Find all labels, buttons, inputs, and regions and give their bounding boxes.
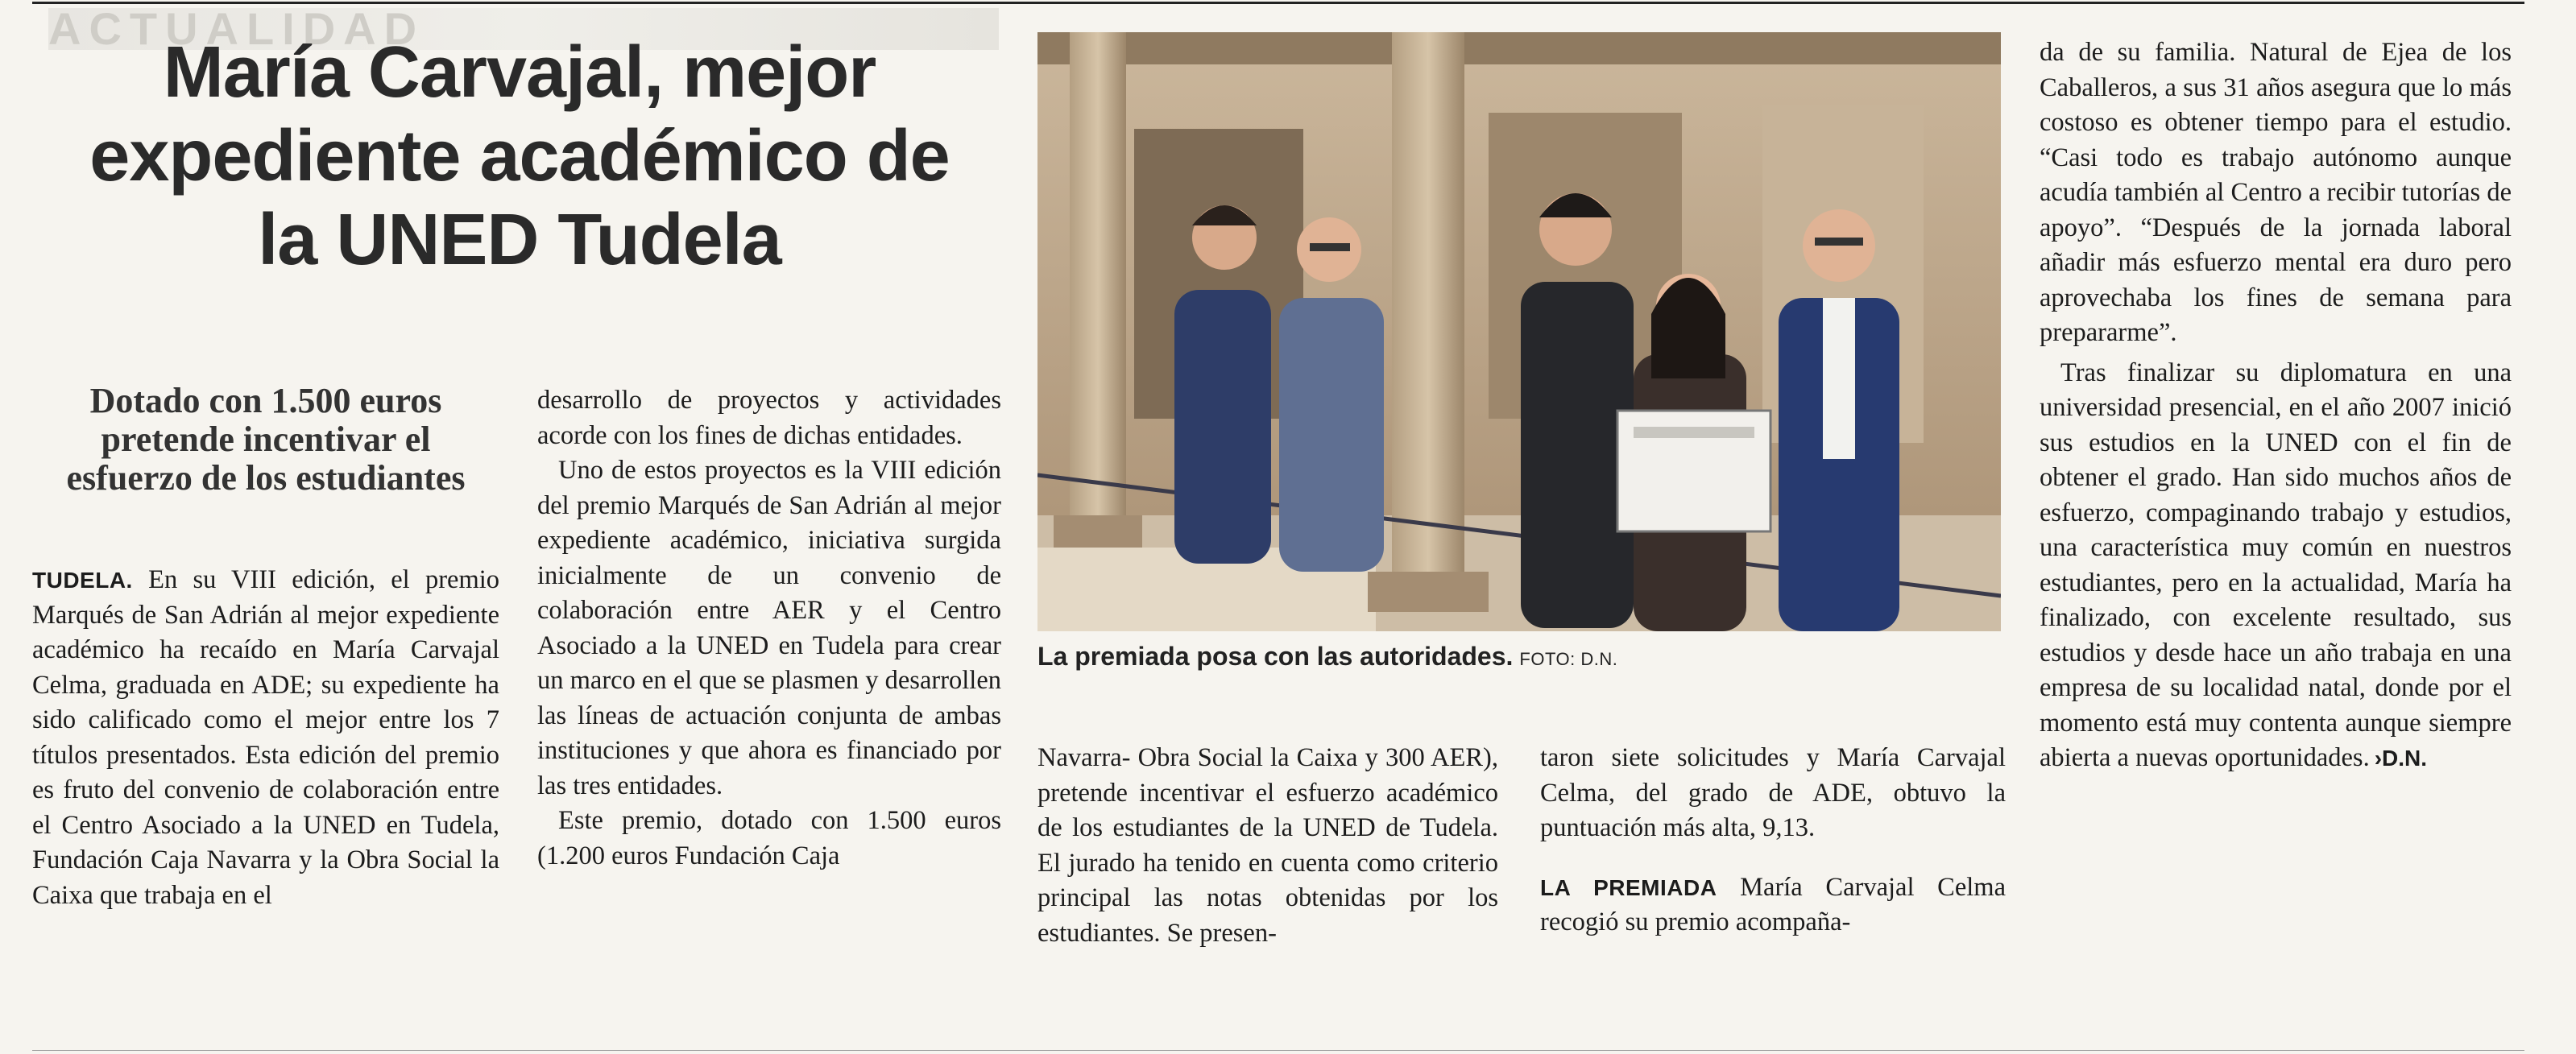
headline <box>32 31 1007 282</box>
headline-line-2: expediente académico de <box>89 116 950 196</box>
article-photo <box>1037 32 2001 631</box>
article-column-5 <box>2040 35 2512 776</box>
subhead-line-1: Dotado con 1.500 euros <box>89 381 442 420</box>
subhead-line-3: esfuerzo de los estudiantes <box>66 458 466 498</box>
author-signature: ›D.N. <box>2374 746 2428 771</box>
column-3-text: Navarra- Obra Social la Caixa y 300 AER), pretende incentivar el esfuerzo académico de los estudiantes de la UNED de Tudela. El jurado ha tenido en cuenta como criterio principal las notas obtenidas por los estudiantes. Se presen- <box>1037 743 1498 948</box>
headline-line-1: María Carvajal, mejor <box>163 32 876 113</box>
subhead-line-2: pretende incentivar el <box>101 420 431 459</box>
column-2-paragraph-2: Uno de estos proyectos es la VIII edición del premio Marqués de San Adrián al mejor expediente académico, iniciativa surgida inicialmente de un convenio de colaboración entre AER y el Centro Asociado a la UNED en Tudela para crear un marco en el que se plasmen y desarrollen las líneas de actuación conjunta de ambas instituciones y que ahora es financiado por las tres entidades. <box>537 456 1001 800</box>
article-column-1 <box>32 563 499 913</box>
bottom-rule <box>32 1050 2524 1051</box>
column-1-text: En su VIII edición, el premio Marqués de San Adrián al mejor expediente académico ha recaído en María Carvajal Celma, graduada en ADE; su expediente ha sido calificado como el mejor entre los 7 títulos presentados. Esta edición del premio es fruto del convenio de colaboración entre el Centro Asociado a la UNED en Tudela, Fundación Caja Navarra y la Obra Social la Caixa que trabaja en el <box>32 565 500 910</box>
column-2-paragraph-1: desarrollo de proyectos y actividades acorde con los fines de dichas entidades. <box>537 386 1001 450</box>
dateline: TUDELA. <box>32 568 133 593</box>
column-4-paragraph-1: taron siete solicitudes y María Carvajal Celma, del grado de ADE, obtuvo la puntuación más alta, 9,13. <box>1540 743 2006 842</box>
article-column-2 <box>537 383 1001 874</box>
column-2-paragraph-3: Este premio, dotado con 1.500 euros (1.200 euros Fundación Caja <box>537 806 1001 870</box>
column-4-paragraph-2: María Carvajal Celma recogió su premio acompaña- <box>1540 872 2006 936</box>
column-5-paragraph-1: da de su familia. Natural de Ejea de los Caballeros, a sus 31 años asegura que lo más costoso es obtener tiempo para el estudio. “Casi todo es trabajo autónomo aunque acudía también al Centro a recibir tutorías de apoyo”. “Después de la jornada laboral añadir más esfuerzo mental era duro pero aprovechaba los fines de semana para prepararme”. <box>2040 38 2512 347</box>
column-5-paragraph-2: Tras finalizar su diplomatura en una universidad presencial, en el año 2007 inició sus estudios en la UNED con el fin de obtener el grado. Han sido muchos años de esfuerzo, compaginando trabajo y estudios, una característica muy común en nuestros estudiantes, pero en la actualidad, María ha finalizado, con excelente resultado, sus estudios y desde hace un año trabaja en una empresa de su localidad natal, donde por el momento está muy contenta aunque siempre abierta a nuevas oportunidades. <box>2040 358 2512 772</box>
subheadline <box>40 382 491 498</box>
caption-text: La premiada posa con las autoridades. <box>1037 642 1514 671</box>
photo-credit: FOTO: D.N. <box>1519 649 1618 669</box>
background-banner: ACTUALIDAD <box>48 8 999 50</box>
article-column-4 <box>1540 741 2006 940</box>
section-kicker: LA PREMIADA <box>1540 874 1717 900</box>
photo-illustration <box>1037 32 2001 631</box>
top-rule <box>32 2 2524 4</box>
article-column-3 <box>1037 741 1498 951</box>
headline-line-3: la UNED Tudela <box>258 200 781 280</box>
photo-caption <box>1037 640 2004 676</box>
